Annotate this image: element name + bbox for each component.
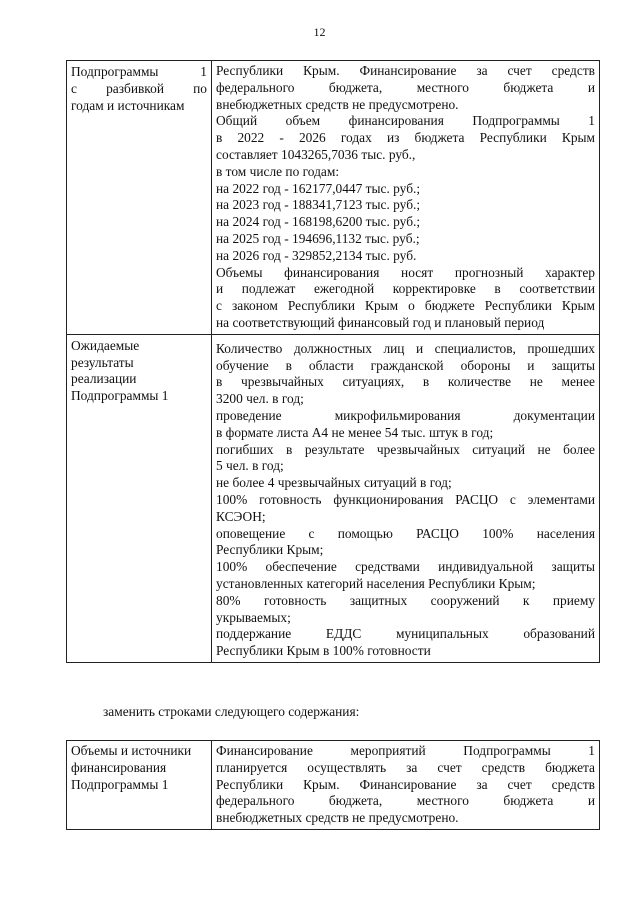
text-line: на соответствующий финансовый год и плановый период bbox=[216, 314, 545, 330]
text-line: на 2022 год - 162177,0447 тыс. руб.; bbox=[216, 180, 421, 196]
text-line: Республики Крым; bbox=[216, 542, 324, 558]
text-line: обучение в области гражданской обороны и защиты bbox=[216, 357, 595, 373]
label-line: результаты bbox=[71, 354, 134, 370]
text-line: укрываемых; bbox=[216, 609, 291, 625]
label-line: Ожидаемые bbox=[71, 337, 140, 353]
text-line: 80% готовность защитных сооружений к приему bbox=[216, 592, 595, 608]
text-line: Общий объем финансирования Подпрограммы 1 bbox=[216, 113, 595, 129]
table-row-financing bbox=[67, 61, 600, 335]
text-line: в 2022 - 2026 годах из бюджета Республики Крым bbox=[216, 130, 595, 146]
table-row-expected-results bbox=[67, 334, 600, 662]
text-line: на 2023 год - 188341,7123 тыс. руб.; bbox=[216, 197, 421, 213]
replacement-instruction: заменить строками следующего содержания: bbox=[103, 704, 360, 719]
text-line: Республики Крым. Финансирование за счет средств bbox=[216, 776, 595, 792]
page-number: 12 bbox=[313, 25, 326, 39]
label-line: Подпрограммы 1 bbox=[71, 388, 169, 404]
text-line: Финансирование мероприятий Подпрограммы 1 bbox=[216, 743, 595, 758]
text-line: оповещение с помощью РАСЦО 100% населения bbox=[216, 525, 595, 541]
row-label-financing-sources bbox=[67, 741, 212, 830]
row-label-expected-results bbox=[67, 334, 212, 662]
text-line: Республики Крым в 100% готовности bbox=[216, 643, 431, 659]
label-line: реализации bbox=[71, 371, 137, 387]
text-line: КСЭОН; bbox=[216, 508, 266, 524]
label-line: годам и источникам bbox=[71, 97, 185, 113]
text-line: Количество должностных лиц и специалистов, прошедших bbox=[216, 340, 595, 356]
text-line: 5 чел. в год; bbox=[216, 458, 284, 474]
text-line: федерального бюджета, местного бюджета и bbox=[216, 79, 595, 95]
text-line: на 2025 год - 194696,1132 тыс. руб.; bbox=[216, 230, 420, 246]
text-line: погибших в результате чрезвычайных ситуаций не более bbox=[216, 441, 595, 457]
text-line: внебюджетных средств не предусмотрено. bbox=[216, 96, 459, 112]
text-line: внебюджетных средств не предусмотрено. bbox=[216, 810, 459, 826]
passport-table-original bbox=[66, 60, 600, 663]
text-line: в том числе по годам: bbox=[216, 163, 340, 179]
text-line: в чрезвычайных ситуациях, в количестве не менее bbox=[216, 374, 595, 390]
text-line: поддержание ЕДДС муниципальных образований bbox=[216, 626, 595, 642]
text-line: 100% готовность функционирования РАСЦО с элементами bbox=[216, 491, 595, 507]
text-line: на 2026 год - 329852,2134 тыс. руб. bbox=[216, 247, 417, 263]
label-line: с разбивкой по bbox=[71, 80, 207, 96]
label-line: Объемы и источники bbox=[71, 743, 192, 758]
text-line: составляет 1043265,7036 тыс. руб., bbox=[216, 146, 416, 162]
label-line: Подпрограммы 1 bbox=[71, 776, 169, 792]
row-content-expected-results bbox=[212, 334, 600, 662]
label-line: Подпрограммы 1 bbox=[71, 64, 207, 79]
row-content-financing bbox=[212, 61, 600, 335]
text-line: установленных категорий населения Республики Крым; bbox=[216, 575, 536, 591]
text-line: 3200 чел. в год; bbox=[216, 391, 304, 407]
text-line: и подлежат ежегодной корректировке в соответствии bbox=[216, 281, 595, 297]
text-line: на 2024 год - 168198,6200 тыс. руб.; bbox=[216, 214, 421, 230]
text-line: не более 4 чрезвычайных ситуаций в год; bbox=[216, 475, 452, 491]
text-line: федерального бюджета, местного бюджета и bbox=[216, 793, 595, 809]
text-line: 100% обеспечение средствами индивидуальной защиты bbox=[216, 559, 595, 575]
text-line: Объемы финансирования носят прогнозный характер bbox=[216, 264, 595, 280]
label-line: финансирования bbox=[71, 759, 167, 775]
text-line: Республики Крым. Финансирование за счет средств bbox=[216, 63, 595, 78]
text-line: с законом Республики Крым о бюджете Республики Крым bbox=[216, 298, 595, 314]
table-row-financing-sources bbox=[67, 741, 600, 830]
text-line: планируется осуществлять за счет средств бюджета bbox=[216, 759, 595, 775]
row-content-financing-sources bbox=[212, 741, 600, 830]
text-line: проведение микрофильмирования документации bbox=[216, 407, 595, 423]
passport-table-replacement bbox=[66, 740, 600, 830]
text-line: в формате листа А4 не менее 54 тыс. штук в год; bbox=[216, 424, 494, 440]
row-label-financing bbox=[67, 61, 212, 335]
